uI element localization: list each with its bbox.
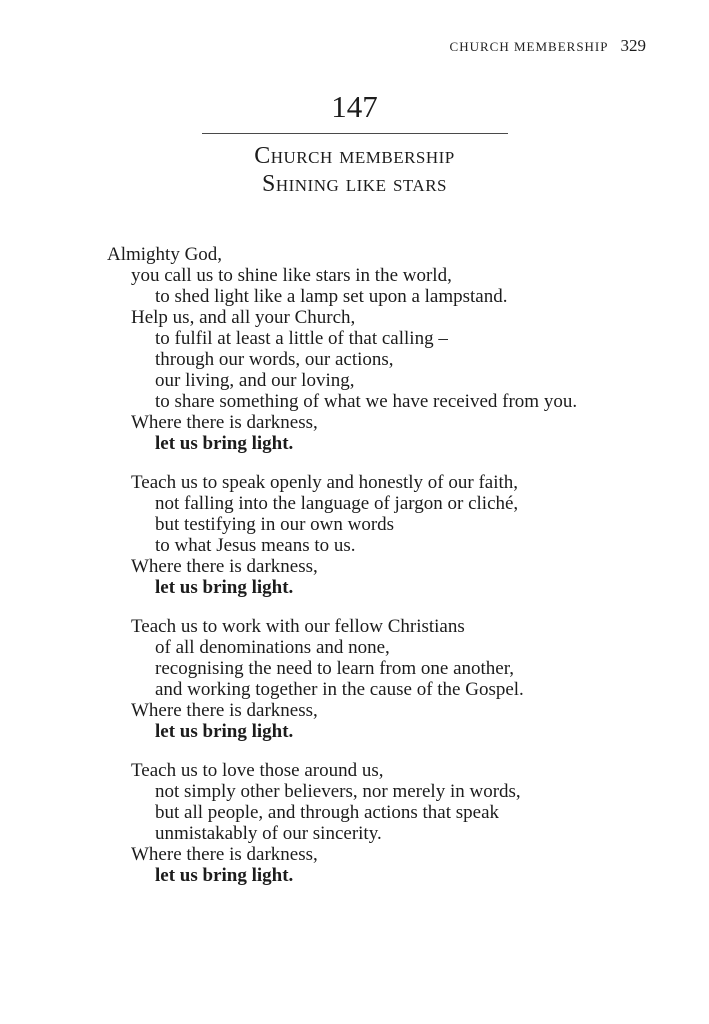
prayer-line: our living, and our loving, [155,370,355,391]
prayer-versicle: Where there is darkness, [131,556,318,577]
prayer-response: let us bring light. [155,433,294,454]
prayer-response: let us bring light. [155,721,294,742]
prayer-line: Almighty God, [107,244,223,265]
prayer-line: Teach us to love those around us, [131,760,384,781]
prayer-stanza [107,760,647,886]
hymn-title: Church membership [254,143,455,169]
prayer-line: but all people, and through actions that speak [155,802,500,823]
prayer-line: unmistakably of our sincerity. [155,823,382,844]
prayer-versicle: Where there is darkness, [131,412,318,433]
prayer-line: Teach us to work with our fellow Christians [131,616,465,637]
prayer-response: let us bring light. [155,865,294,886]
hymn-number: 147 [331,89,378,124]
heading-rule [202,133,508,134]
hymn-subtitle: Shining like stars [261,171,448,197]
prayer-line: and working together in the cause of the Gospel. [155,679,524,700]
prayer-stanza [107,244,647,454]
prayer-line: to share something of what we have received from you. [155,391,578,412]
hymn-heading [0,90,709,198]
prayer-versicle: Where there is darkness, [131,844,318,865]
prayer-line: not simply other believers, nor merely in words, [155,781,521,802]
prayer-line: recognising the need to learn from one another, [155,658,515,679]
prayer-line: of all denominations and none, [155,637,390,658]
running-head [450,36,646,56]
prayer-stanza [107,472,647,598]
prayer-line: to what Jesus means to us. [155,535,356,556]
prayer-line: Teach us to speak openly and honestly of our faith, [131,472,519,493]
prayer-response: let us bring light. [155,577,294,598]
prayer-stanza [107,616,647,742]
prayer-text [107,244,647,904]
prayer-line: to fulfil at least a little of that calling – [155,328,448,349]
page-number: 329 [620,36,646,55]
prayer-line: not falling into the language of jargon or cliché, [155,493,519,514]
running-head-section: CHURCH MEMBERSHIP [449,39,609,54]
prayer-line: you call us to shine like stars in the world, [131,265,452,286]
prayer-versicle: Where there is darkness, [131,700,318,721]
prayer-line: Help us, and all your Church, [131,307,356,328]
prayer-line: but testifying in our own words [155,514,395,535]
prayer-line: to shed light like a lamp set upon a lampstand. [155,286,508,307]
prayer-line: through our words, our actions, [155,349,394,370]
